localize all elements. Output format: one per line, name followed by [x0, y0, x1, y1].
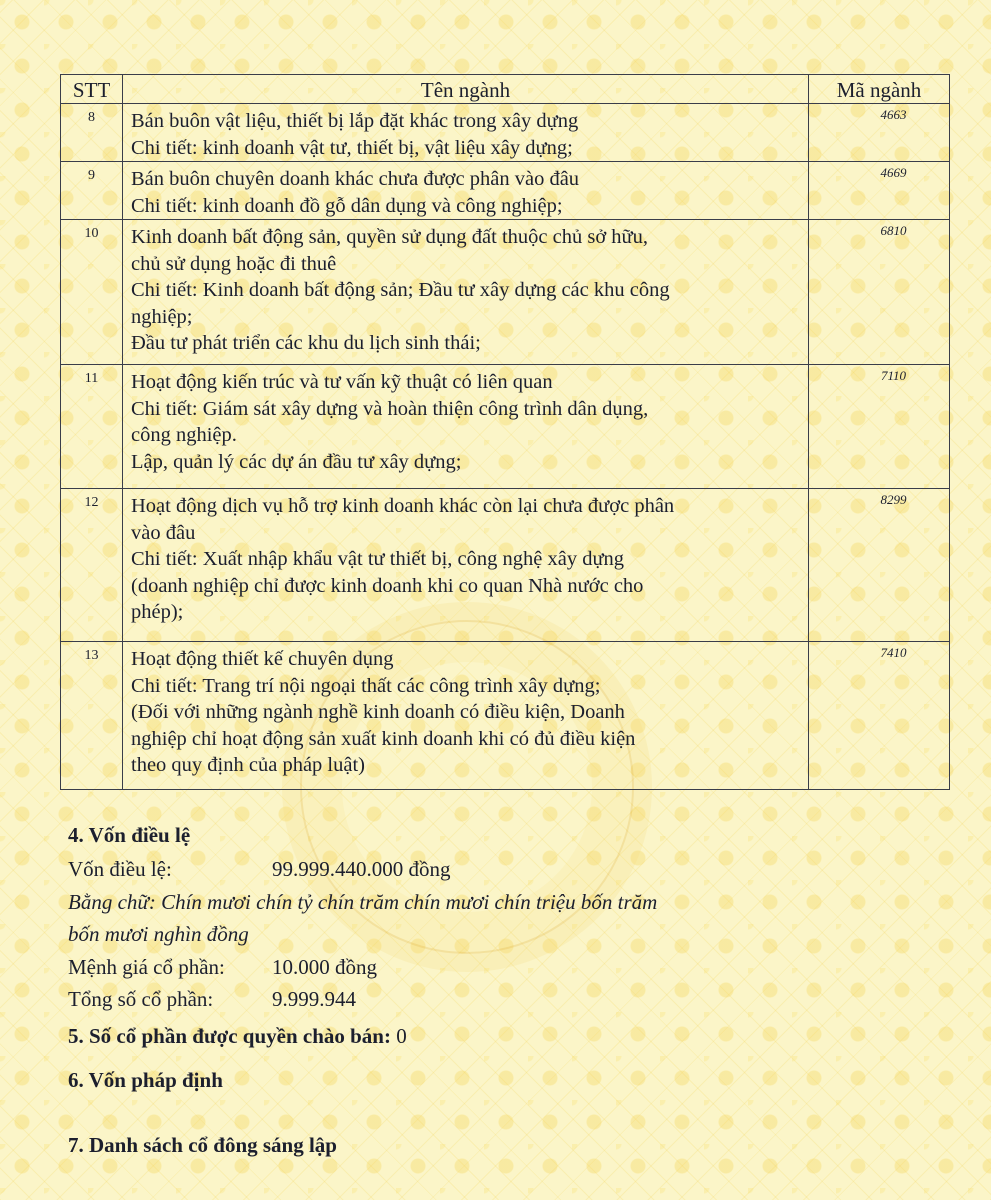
row-line: (Đối với những ngành nghề kinh doanh có điều kiện, Doanh — [131, 701, 625, 723]
row-line: phép); — [131, 601, 184, 623]
row-industry-code: 7410 — [809, 642, 950, 790]
row-line: nghiệp; — [131, 305, 193, 328]
total-shares-value: 9.999.944 — [272, 987, 356, 1011]
row-line: Lập, quản lý các dự án đầu tư xây dựng; — [131, 450, 462, 473]
row-line: nghiệp chỉ hoạt động sản xuất kinh doanh khi có đủ điều kiện — [131, 727, 636, 750]
total-shares-label: Tổng số cổ phần: — [68, 987, 214, 1011]
row-line: Hoạt động dịch vụ hỗ trợ kinh doanh khác còn lại chưa được phân — [131, 495, 675, 517]
row-line: chủ sử dụng hoặc đi thuê — [131, 252, 337, 275]
total-shares-line — [68, 987, 356, 1012]
row-line: Kinh doanh bất động sản, quyền sử dụng đất thuộc chủ sở hữu, — [131, 226, 649, 248]
row-line: Bán buôn chuyên doanh khác chưa được phân vào đâu — [131, 168, 580, 190]
row-stt: 13 — [61, 642, 123, 790]
row-line: Hoạt động thiết kế chuyên dụng — [131, 648, 394, 670]
row-line: Chi tiết: kinh doanh đồ gỗ dân dụng và công nghiệp; — [131, 194, 563, 217]
capital-heading: 4. Vốn điều lệ — [68, 823, 191, 847]
table-header-row — [61, 75, 950, 104]
section-7-heading: 7. Danh sách cổ đông sáng lập — [68, 1133, 337, 1157]
table-row — [61, 489, 950, 642]
table-row — [61, 162, 950, 220]
row-industry-name — [123, 365, 809, 489]
row-line: vào đâu — [131, 521, 196, 544]
row-line: Chi tiết: kinh doanh vật tư, thiết bị, vật liệu xây dựng; — [131, 136, 573, 159]
table-row — [61, 104, 950, 162]
charter-capital-line — [68, 857, 451, 882]
section-6-heading: 6. Vốn pháp định — [68, 1068, 223, 1092]
row-industry-name — [123, 489, 809, 642]
charter-capital-value: 99.999.440.000 đồng — [272, 857, 451, 881]
row-line: Chi tiết: Kinh doanh bất động sản; Đầu tư xây dựng các khu công — [131, 279, 670, 301]
section-5-label: 5. Số cổ phần được quyền chào bán: — [68, 1024, 391, 1048]
row-line: Chi tiết: Trang trí nội ngoại thất các công trình xây dựng; — [131, 674, 601, 697]
row-industry-name — [123, 104, 809, 162]
section-5-value: 0 — [396, 1024, 407, 1048]
row-line: Chi tiết: Giám sát xây dựng và hoàn thiện công trình dân dụng, — [131, 397, 649, 420]
row-industry-code: 7110 — [809, 365, 950, 489]
row-line: Đầu tư phát triển các khu du lịch sinh thái; — [131, 332, 481, 354]
capital-in-words-line-1: Bằng chữ: Chín mươi chín tỷ chín trăm chín mươi chín triệu bốn trăm — [68, 890, 658, 914]
row-stt: 12 — [61, 489, 123, 642]
business-lines-table — [60, 74, 950, 790]
row-line: theo quy định của pháp luật) — [131, 754, 365, 776]
table-row — [61, 642, 950, 790]
table-row — [61, 220, 950, 365]
header-industry-name: Tên ngành — [123, 75, 809, 104]
par-value-line — [68, 955, 377, 980]
row-industry-code: 4669 — [809, 162, 950, 220]
charter-capital-label: Vốn điều lệ: — [68, 857, 172, 881]
row-industry-code: 8299 — [809, 489, 950, 642]
par-value-value: 10.000 đồng — [272, 955, 377, 979]
row-stt: 11 — [61, 365, 123, 489]
header-stt: STT — [61, 75, 123, 104]
row-line: Chi tiết: Xuất nhập khẩu vật tư thiết bị, công nghệ xây dựng — [131, 548, 625, 570]
capital-in-words-line-2: bốn mươi nghìn đồng — [68, 922, 249, 946]
row-industry-name — [123, 220, 809, 365]
table-row — [61, 365, 950, 489]
header-industry-code: Mã ngành — [809, 75, 950, 104]
row-stt: 8 — [61, 104, 123, 162]
row-stt: 10 — [61, 220, 123, 365]
section-5-line — [68, 1024, 407, 1049]
row-line: công nghiệp. — [131, 424, 237, 446]
row-line: (doanh nghiệp chỉ được kinh doanh khi co quan Nhà nước cho — [131, 574, 644, 597]
row-line: Bán buôn vật liệu, thiết bị lắp đặt khác trong xây dựng — [131, 110, 579, 132]
row-industry-code: 6810 — [809, 220, 950, 365]
row-industry-code: 4663 — [809, 104, 950, 162]
row-industry-name — [123, 642, 809, 790]
par-value-label: Mệnh giá cổ phần: — [68, 955, 225, 979]
row-line: Hoạt động kiến trúc và tư vấn kỹ thuật có liên quan — [131, 371, 553, 393]
row-stt: 9 — [61, 162, 123, 220]
row-industry-name — [123, 162, 809, 220]
